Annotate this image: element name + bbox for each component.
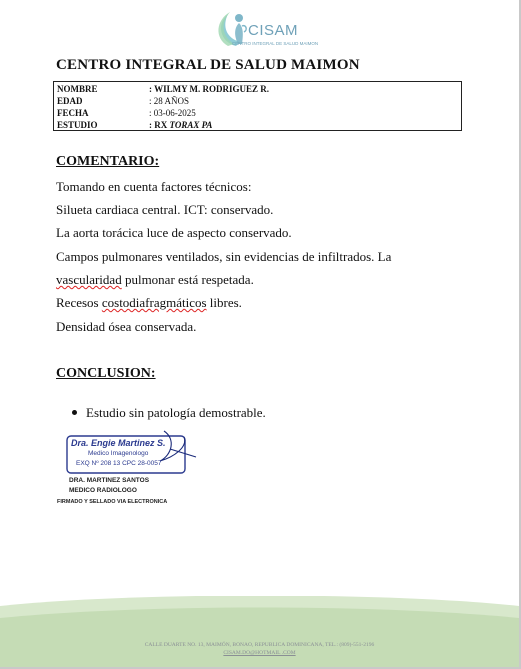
age-value: : 28 AÑOS [149, 96, 190, 106]
conclusion-item: Estudio sin patología demostrable. [86, 405, 266, 420]
comment-line: Campos pulmonares ventilados, sin evidencias de infiltrados. La [56, 249, 392, 264]
comment-line: vascularidad pulmonar está respetada. [56, 272, 254, 287]
footer-contact [0, 650, 519, 656]
footer-email[interactable]: CISAM.DO@HOTMAIL .COM [223, 650, 296, 656]
misspelled-word: vascularidad [56, 272, 122, 287]
footer-address: CALLE DUARTE NO. 13, MAIMÓN, BONAO, REPUBLICA DOMINICANA, TEL.: (809)-551-2196 [144, 642, 375, 648]
comment-line: La aorta torácica luce de aspecto conservado. [56, 225, 292, 240]
comment-heading: COMENTARIO: [56, 154, 160, 169]
doctor-name: DRA. MARTINEZ SANTOS [69, 477, 150, 484]
footer-wave-icon [0, 596, 519, 667]
name-value: : WILMY M. RODRIGUEZ R. [149, 84, 270, 94]
comment-line: Silueta cardiaca central. ICT: conservado. [56, 202, 274, 217]
stamp-role: Medico Imagenologo [88, 450, 149, 457]
stamp-name: Dra. Engie Martinez S. [71, 438, 166, 448]
clinic-title: CENTRO INTEGRAL DE SALUD MAIMON [56, 57, 360, 73]
signature-note: FIRMADO Y SELLADO VIA ELECTRONICA [57, 499, 168, 505]
comment-line: Recesos costodiafragmáticos libres. [56, 295, 242, 310]
date-label: FECHA [57, 108, 89, 118]
age-label: EDAD [57, 96, 83, 106]
signature-stamp [64, 427, 204, 477]
comment-line: Densidad ósea conservada. [56, 319, 197, 334]
logo-wordmark: CISAM [248, 22, 299, 39]
comment-line: Tomando en cuenta factores técnicos: [56, 179, 252, 194]
study-label: ESTUDIO [57, 120, 98, 130]
study-value: : RX TORAX PA [149, 120, 213, 130]
date-value: : 03-06-2025 [149, 108, 196, 118]
stamp-id: EXQ Nº 208 13 CPC 28-0057 [76, 460, 162, 467]
logo-subtitle: CENTRO INTEGRAL DE SALUD MAIMON [232, 41, 319, 46]
name-label: NOMBRE [57, 84, 98, 94]
patient-info-box [53, 81, 462, 131]
doctor-title: MEDICO RADIOLOGO [69, 487, 137, 494]
bullet-icon [72, 410, 77, 415]
conclusion-heading: CONCLUSION: [56, 366, 156, 381]
misspelled-word: costodiafragmáticos [101, 295, 207, 310]
